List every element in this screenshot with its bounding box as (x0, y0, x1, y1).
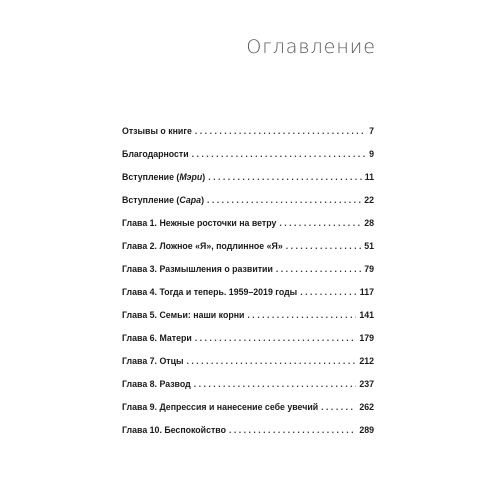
toc-entry[interactable] (122, 379, 374, 402)
toc-page-number: 51 (364, 241, 374, 251)
toc-entry-title-suffix: ) (201, 195, 205, 205)
toc-entry-title-text: Отзывы о книге (122, 126, 192, 136)
toc-leader-dots (192, 149, 366, 159)
toc-entry-title-text: Глава 7. Отцы (122, 356, 184, 366)
toc-leader-dots (187, 356, 357, 366)
toc-entry[interactable] (122, 149, 374, 172)
toc-page-number: 289 (359, 425, 374, 435)
toc-entry-title (122, 149, 189, 159)
toc-entry-title-suffix: ) (202, 172, 206, 182)
toc-entry-title (122, 356, 184, 366)
toc-entry-title (122, 218, 276, 228)
toc-entry-title-text: Глава 5. Семьи: наши корни (122, 310, 245, 320)
toc-leader-dots (321, 402, 356, 412)
toc-page-number: 117 (359, 287, 374, 297)
toc-entry-title-italic: Сара (179, 195, 202, 205)
toc-leader-dots (279, 218, 361, 228)
toc-page-number: 22 (364, 195, 374, 205)
toc-entry[interactable] (122, 172, 374, 195)
toc-page-number: 212 (359, 356, 374, 366)
toc-leader-dots (229, 425, 356, 435)
toc-page-number: 179 (359, 333, 374, 343)
toc-entry-title (122, 379, 191, 389)
toc-entry-title (122, 126, 192, 136)
toc-page-number: 11 (364, 172, 374, 182)
toc-entry-title-text: Благодарности (122, 149, 189, 159)
toc-entry-title (122, 264, 273, 274)
toc-entry-title-text: Глава 3. Размышления о развитии (122, 264, 273, 274)
toc-entry-title (122, 172, 205, 182)
toc-page-number: 141 (359, 310, 374, 320)
toc-entry-title-text: Глава 2. Ложное «Я», подлинное «Я» (122, 241, 283, 251)
toc-leader-dots (194, 379, 357, 389)
toc-entry[interactable] (122, 333, 374, 356)
toc-page-number: 28 (364, 218, 374, 228)
toc-entry[interactable] (122, 241, 374, 264)
toc-entry-title (122, 287, 297, 297)
toc-entry[interactable] (122, 264, 374, 287)
toc-leader-dots (195, 126, 366, 136)
toc-entry-title-text: Глава 9. Депрессия и нанесение себе увечий (122, 402, 319, 412)
toc-leader-dots (207, 195, 361, 205)
toc-leader-dots (276, 264, 361, 274)
toc-entry-title-text: Вступление ( (122, 195, 180, 205)
toc-leader-dots (300, 287, 357, 297)
toc-page-number: 262 (359, 402, 374, 412)
toc-entry-title-text: Глава 4. Тогда и теперь. 1959–2019 годы (122, 287, 298, 297)
toc-page-number: 79 (364, 264, 374, 274)
toc-entry[interactable] (122, 195, 374, 218)
toc-entry-title (122, 195, 204, 205)
page-title: Оглавление (246, 36, 376, 58)
toc-entry-title (122, 333, 192, 343)
toc-page-number: 9 (369, 149, 374, 159)
toc-entry[interactable] (122, 425, 374, 448)
toc-entry[interactable] (122, 126, 374, 149)
toc-leader-dots (195, 333, 357, 343)
toc-entry-title-text: Глава 8. Развод (122, 379, 191, 389)
toc-entry-title-text: Вступление ( (122, 172, 180, 182)
toc-leader-dots (247, 310, 356, 320)
toc-entry[interactable] (122, 287, 374, 310)
toc-leader-dots (208, 172, 361, 182)
toc-entry[interactable] (122, 310, 374, 333)
toc-entry-title (122, 310, 244, 320)
toc-entry-title-text: Глава 10. Беспокойство (122, 425, 226, 435)
toc-entry-title (122, 241, 283, 251)
toc-entry-title-text: Глава 1. Нежные росточки на ветру (122, 218, 277, 228)
table-of-contents (122, 126, 374, 448)
toc-page-number: 237 (359, 379, 374, 389)
toc-entry-title (122, 425, 226, 435)
toc-entry-title (122, 402, 318, 412)
toc-entry[interactable] (122, 402, 374, 425)
toc-entry[interactable] (122, 218, 374, 241)
toc-leader-dots (286, 241, 361, 251)
toc-page-number: 7 (369, 126, 374, 136)
toc-entry[interactable] (122, 356, 374, 379)
toc-entry-title-italic: Мэри (179, 172, 203, 182)
toc-entry-title-text: Глава 6. Матери (122, 333, 192, 343)
